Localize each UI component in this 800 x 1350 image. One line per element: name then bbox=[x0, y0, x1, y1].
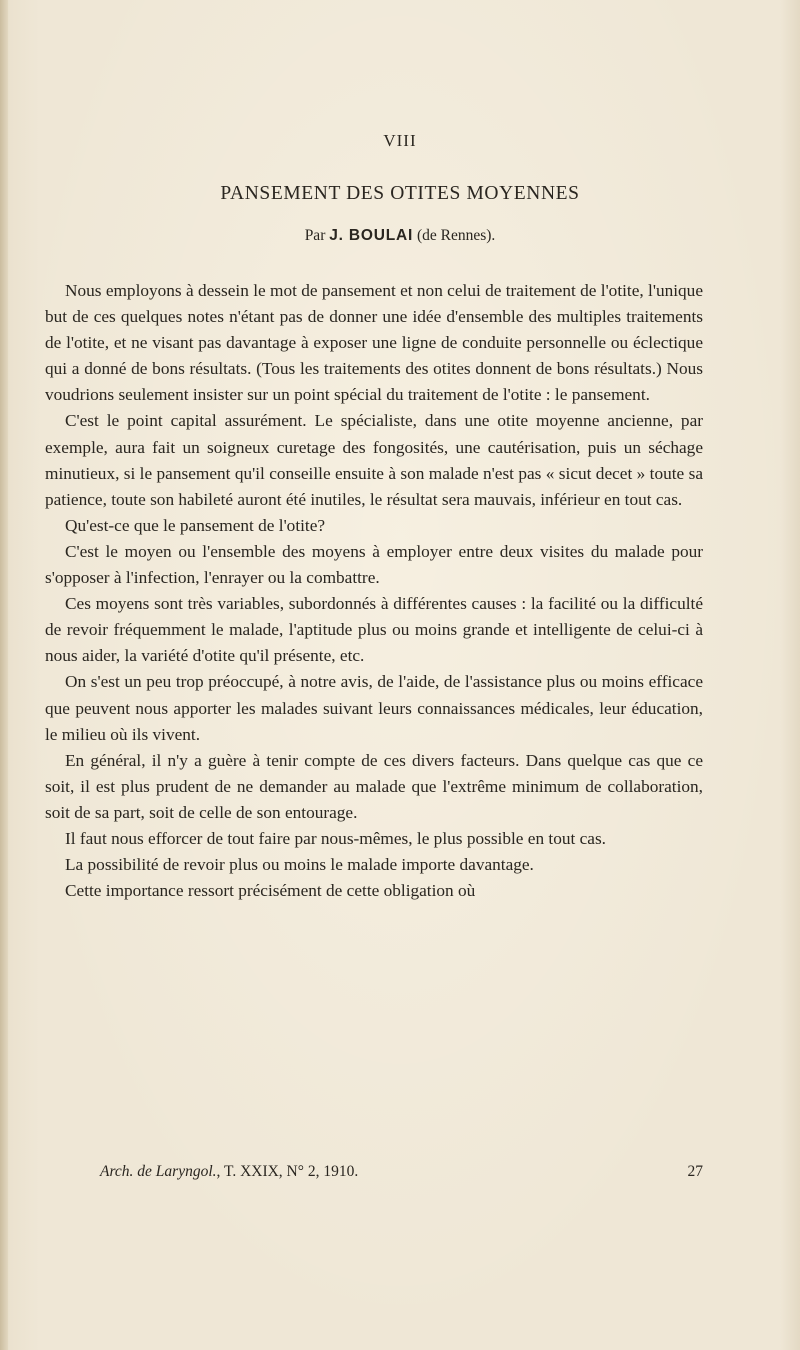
paragraph: C'est le point capital assurément. Le spécialiste, dans une otite moyenne ancienne, par exemple, aura fait un soigneux curetage des fongosités, une cautérisation, puis un séchage minutieux, si le pansement qu'il conseille ensuite à son malade n'est pas « sicut decet » toute sa patience, toute son habileté auront été inutiles, le résultat sera mauvais, inférieur en tout cas. bbox=[45, 411, 703, 509]
paragraph: Nous employons à dessein le mot de pansement et non celui de traitement de l'otite, l'unique but de ces quelques notes n'étant pas de donner une idée d'ensemble des multiples traitements de l'otite, et ne visant pas davantage à exposer une ligne de conduite personnelle ou éclectique qui a donné de bons résultats. (Tous les traitements des otites donnent de bons résultats.) Nous voudrions seulement insister sur un point spécial du traitement de l'otite : le pansement. bbox=[45, 281, 703, 405]
article-title: PANSEMENT DES OTITES MOYENNES bbox=[220, 183, 580, 204]
byline-prefix: Par bbox=[304, 227, 326, 244]
page-number: 27 bbox=[687, 1163, 703, 1180]
paragraph: C'est le moyen ou l'ensemble des moyens à employer entre deux visites du malade pour s'opposer à l'infection, l'enrayer ou la combattre. bbox=[45, 541, 703, 588]
article-body bbox=[45, 278, 703, 904]
journal-name: Arch. de Laryngol. bbox=[100, 1163, 217, 1180]
paragraph: Il faut nous efforcer de tout faire par nous-mêmes, le plus possible en tout cas. bbox=[65, 828, 607, 848]
author-affiliation: (de Rennes). bbox=[416, 227, 496, 244]
paragraph: Cette importance ressort précisément de cette obligation où bbox=[65, 881, 476, 901]
journal-volume: , T. XXIX, N° 2, 1910. bbox=[216, 1163, 359, 1180]
author-name: J. BOULAI bbox=[329, 227, 414, 244]
paragraph: On s'est un peu trop préoccupé, à notre avis, de l'aide, de l'assistance plus ou moins efficace que peuvent nous apporter les malades suivant leurs connaissances médicales, leur éducation, le milieu où ils vivent. bbox=[45, 672, 703, 744]
paragraph: Qu'est-ce que le pansement de l'otite? bbox=[65, 515, 326, 535]
byline bbox=[0, 227, 800, 245]
page-footer bbox=[100, 1163, 703, 1181]
paragraph: En général, il n'y a guère à tenir compte de ces divers facteurs. Dans quelque cas que ce soit, il est plus prudent de ne demander au malade que l'extrême minimum de collaboration, soit de sa part, soit de celle de son entourage. bbox=[45, 750, 703, 822]
paragraph: Ces moyens sont très variables, subordonnés à différentes causes : la facilité ou la difficulté de revoir fréquemment le malade, l'aptitude plus ou moins grande et intelligente de celui-ci à nous aider, la variété d'otite qu'il présente, etc. bbox=[45, 594, 703, 666]
section-number: VIII bbox=[383, 131, 417, 150]
paragraph: La possibilité de revoir plus ou moins le malade importe davantage. bbox=[65, 855, 534, 875]
